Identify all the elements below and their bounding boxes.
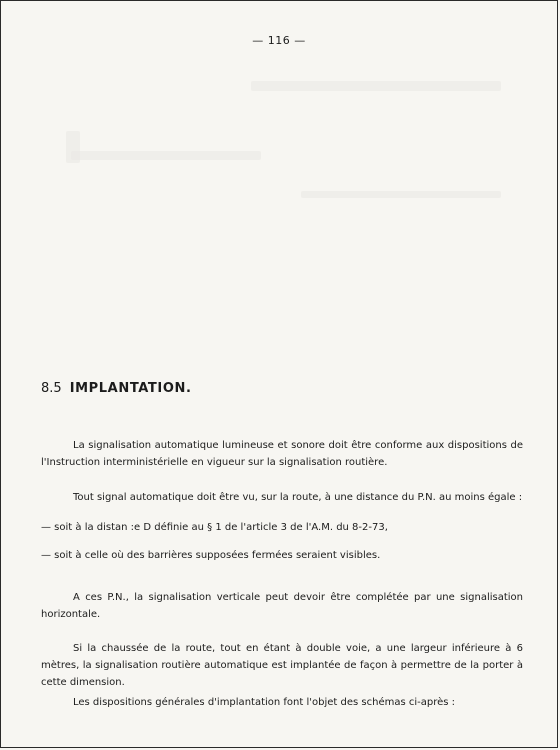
section-number: 8.5 bbox=[41, 381, 62, 396]
paragraph: Les dispositions générales d'implantation font l'objet des schémas ci-après : bbox=[73, 697, 456, 708]
bleed-through-mark bbox=[251, 81, 501, 91]
paragraph: A ces P.N., la signalisation verticale peut devoir être complétée par une signalisation horizontale. bbox=[41, 592, 523, 620]
list-item: — soit à celle où des barrières supposées fermées seraient visibles. bbox=[41, 550, 381, 561]
section-heading bbox=[41, 381, 192, 396]
bleed-through-mark bbox=[66, 131, 80, 163]
bleed-through-mark bbox=[71, 151, 261, 160]
paragraph: Si la chaussée de la route, tout en étant à double voie, a une largeur inférieure à 6 mètres, la signalisation routière automatique est implantée de façon à permettre de la porter à cette dimension. bbox=[41, 643, 523, 688]
page-number: — 116 — bbox=[252, 34, 306, 47]
bleed-through-mark bbox=[301, 191, 501, 198]
paragraph: Tout signal automatique doit être vu, sur la route, à une distance du P.N. au moins égale : bbox=[73, 492, 523, 503]
paragraph: La signalisation automatique lumineuse et sonore doit être conforme aux dispositions de l'Instruction interministérielle en vigueur sur la signalisation routière. bbox=[41, 440, 523, 468]
list-item: — soit à la distan :e D définie au § 1 de l'article 3 de l'A.M. du 8-2-73, bbox=[41, 522, 388, 533]
section-title: IMPLANTATION. bbox=[69, 381, 192, 396]
